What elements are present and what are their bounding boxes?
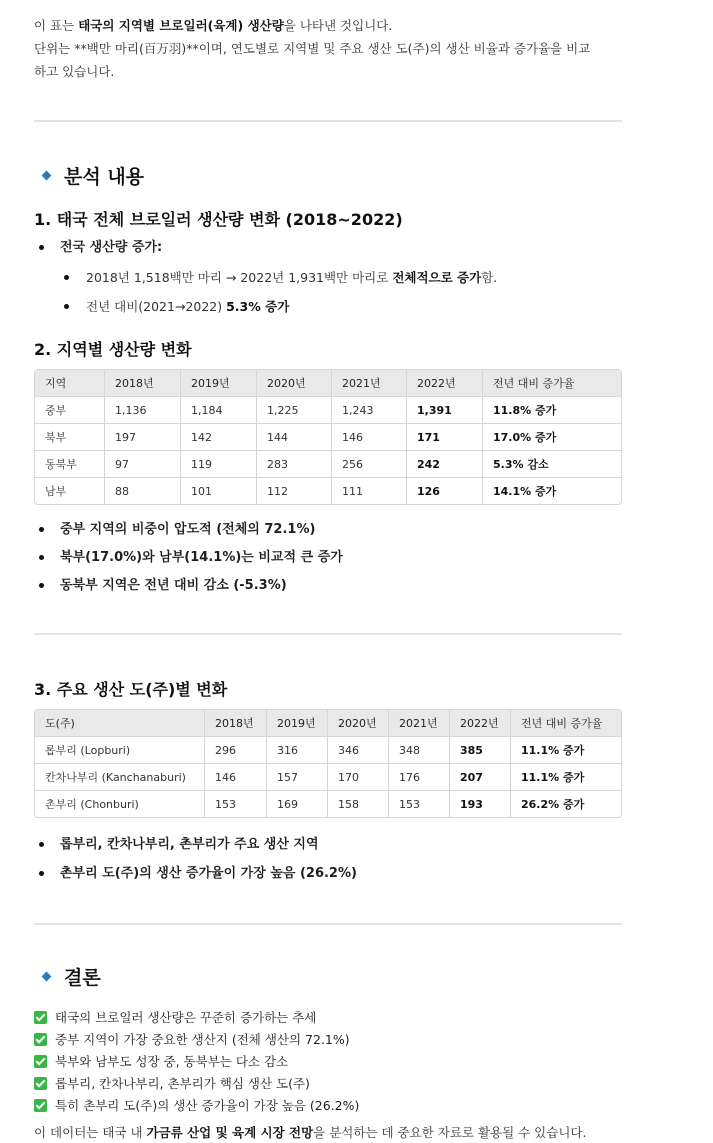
list-item: 중부 지역의 비중이 압도적 (전체의 72.1%) [34,520,622,540]
table-cell: 5.3% 감소 [483,450,621,477]
table-cell: 1,184 [181,396,257,423]
table-row [35,423,621,450]
diamond-icon [42,972,52,982]
column-header: 2019년 [267,710,328,736]
table-row [35,790,621,817]
list-item: 2018년 1,518백만 마리 → 2022년 1,931백만 마리로 전체적으로 증가함. [34,268,622,288]
check-icon [34,1011,47,1024]
intro-line-3: 하고 있습니다. [34,64,115,79]
column-header: 전년 대비 증가율 [483,370,621,396]
section-title-text: 결론 [64,967,101,989]
conclusion-checklist [34,1006,622,1116]
table-cell: 207 [450,763,511,790]
intro-bold: 태국의 지역별 브로일러(육계) 생산량 [78,18,284,33]
table-cell: 1,243 [332,396,407,423]
diamond-icon [42,171,52,181]
table-cell: 88 [105,477,181,504]
list-item: 롭부리, 칸차나부리, 촌부리가 주요 생산 지역 [34,835,622,855]
province-notes-list [34,835,622,884]
section-title-conclusion [34,963,622,990]
table-cell: 385 [450,736,511,763]
province-table [34,709,622,818]
column-header: 2020년 [328,710,389,736]
table-cell: 14.1% 증가 [483,477,621,504]
checklist-item: 태국의 브로일러 생산량은 꾸준히 증가하는 추세 [34,1006,622,1028]
subsection-title-3: 3. 주요 생산 도(주)별 변화 [34,680,228,699]
table-cell: 157 [267,763,328,790]
table-cell: 193 [450,790,511,817]
table-cell: 롭부리 (Lopburi) [35,736,205,763]
region-notes-list [34,520,622,596]
check-icon [34,1099,47,1112]
table-row [35,450,621,477]
table-cell: 171 [407,423,483,450]
column-header: 2018년 [105,370,181,396]
column-header: 2022년 [407,370,483,396]
table-cell: 242 [407,450,483,477]
table-cell: 256 [332,450,407,477]
table-cell: 26.2% 증가 [511,790,621,817]
table-cell: 283 [257,450,332,477]
list-item: 촌부리 도(주)의 생산 증가율이 가장 높음 (26.2%) [34,864,622,884]
column-header: 전년 대비 증가율 [511,710,621,736]
table-row [35,396,621,423]
check-icon [34,1033,47,1046]
table-cell: 142 [181,423,257,450]
table-row [35,763,621,790]
checklist-item: 중부 지역이 가장 중요한 생산지 (전체 생산의 72.1%) [34,1028,622,1050]
table-cell: 11.1% 증가 [511,736,621,763]
list-item: 동북부 지역은 전년 대비 감소 (-5.3%) [34,576,622,596]
table-row [35,477,621,504]
table-cell: 169 [267,790,328,817]
table-cell: 111 [332,477,407,504]
table-row [35,736,621,763]
column-header: 2022년 [450,710,511,736]
intro-line-2: 단위는 **백만 마리(百万羽)**이며, 연도별로 지역별 및 주요 생산 도(주)의 생산 비율과 증가율을 비교 [34,41,591,56]
check-icon [34,1077,47,1090]
subsection-title-2: 2. 지역별 생산량 변화 [34,340,192,359]
conclusion-final-sentence: 이 데이터는 태국 내 가금류 산업 및 육계 시장 전망을 분석하는 데 중요한 자료로 활용될 수 있습니다. [34,1125,587,1140]
table-cell: 칸차나부리 (Kanchanaburi) [35,763,205,790]
table-cell: 153 [389,790,450,817]
table-cell: 144 [257,423,332,450]
section-title-analysis [34,162,622,189]
column-header: 2021년 [389,710,450,736]
column-header: 2018년 [205,710,267,736]
section-title-text: 분석 내용 [64,166,145,188]
column-header: 2020년 [257,370,332,396]
table-cell: 중부 [35,396,105,423]
table-header-row [35,710,621,736]
national-list [34,238,622,258]
table-cell: 동북부 [35,450,105,477]
table-cell: 1,225 [257,396,332,423]
table-cell: 126 [407,477,483,504]
table-cell: 197 [105,423,181,450]
national-sublist [34,268,622,317]
table-cell: 348 [389,736,450,763]
list-item: 북부(17.0%)와 남부(14.1%)는 비교적 큰 증가 [34,548,622,568]
table-cell: 북부 [35,423,105,450]
divider [34,633,622,635]
table-cell: 153 [205,790,267,817]
checklist-item: 특히 촌부리 도(주)의 생산 증가율이 가장 높음 (26.2%) [34,1094,622,1116]
table-cell: 346 [328,736,389,763]
table-cell: 11.8% 증가 [483,396,621,423]
column-header: 도(주) [35,710,205,736]
column-header: 2021년 [332,370,407,396]
table-header-row [35,370,621,396]
table-cell: 119 [181,450,257,477]
checklist-item: 롭부리, 칸차나부리, 촌부리가 핵심 생산 도(주) [34,1072,622,1094]
subsection-title-1: 1. 태국 전체 브로일러 생산량 변화 (2018~2022) [34,210,403,229]
divider [34,923,622,925]
table-cell: 176 [389,763,450,790]
intro-text: 을 나타낸 것입니다. [283,18,393,33]
table-cell: 296 [205,736,267,763]
table-cell: 97 [105,450,181,477]
list-item: 전국 생산량 증가: [34,238,622,258]
intro-text: 이 표는 [34,18,79,33]
column-header: 지역 [35,370,105,396]
divider [34,120,622,122]
checklist-item: 북부와 남부도 성장 중, 동북부는 다소 감소 [34,1050,622,1072]
table-cell: 146 [205,763,267,790]
table-cell: 316 [267,736,328,763]
table-cell: 101 [181,477,257,504]
table-cell: 158 [328,790,389,817]
table-cell: 170 [328,763,389,790]
table-cell: 1,391 [407,396,483,423]
intro-line-1 [34,14,622,37]
column-header: 2019년 [181,370,257,396]
table-cell: 146 [332,423,407,450]
check-icon [34,1055,47,1068]
intro-paragraph [34,0,622,83]
table-cell: 남부 [35,477,105,504]
table-cell: 11.1% 증가 [511,763,621,790]
table-cell: 17.0% 증가 [483,423,621,450]
list-item: 전년 대비(2021→2022) 5.3% 증가 [34,297,622,317]
table-cell: 1,136 [105,396,181,423]
region-table [34,369,622,505]
table-cell: 112 [257,477,332,504]
table-cell: 촌부리 (Chonburi) [35,790,205,817]
